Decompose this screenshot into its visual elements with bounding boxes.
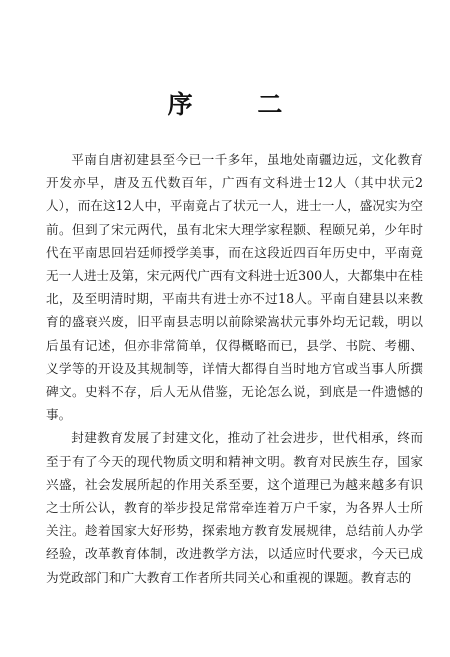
paragraph: 封建教育发展了封建文化，推动了社会进步，世代相承，终而至于有了今天的现代物质文明和精神文明。教育对民族生存，国家兴盛，社会发展所起的作用关系至要，这个道理已为越来越多有识之士所公认，教育的举步投足常常牵连着万户千家，为各界人士所关注。趁着国家大好形势，探索地方教育发展规律，总结前人办学经验，改革教育体制，改进教学方法，以适应时代要求，今天已成为党政部门和广大教育工作者所共同关心和重视的课题。教育志的 bbox=[46, 430, 423, 585]
document-body bbox=[46, 148, 423, 589]
paragraph: 平南自唐初建县至今已一千多年，虽地处南疆边远，文化教育开发亦早，唐及五代数百年，广西有文科进士12人（其中状元2人），而在这12人中，平南竟占了状元一人，进士一人，盛况实为空前。但到了宋元两代，虽有北宋大理学家程颢、程颐兄弟，少年时代在平南思回岩廷师授学美事，而在这段近四百年历史中，平南竟无一人进士及第，宋元两代广西有文科进士近300人，大都集中在桂北，及至明清时期，平南共有进士亦不过18人。平南自建县以来教育的盛衰兴废，旧平南县志明以前除梁嵩状元事外均无记载，明以后虽有记述，但亦非常简单，仅得概略而已，县学、书院、考棚、义学等的开设及其规制等，详情大都得自当时地方官或当事人所撰碑文。史料不存，后人无从借鉴，无论怎么说，到底是一件遗憾的事。 bbox=[46, 152, 423, 423]
page-title: 序 二 bbox=[167, 90, 311, 119]
